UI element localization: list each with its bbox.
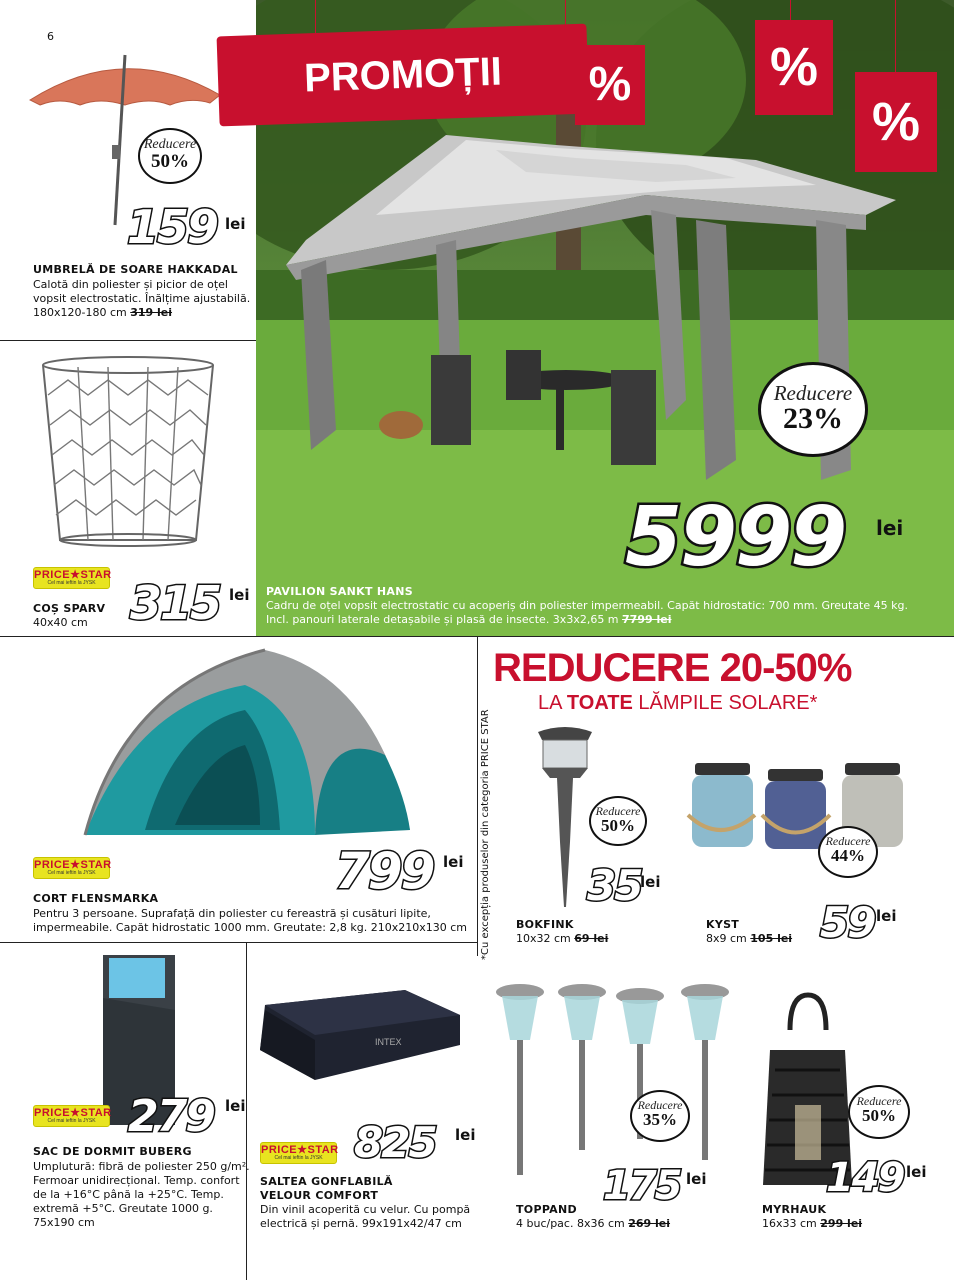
- product-name: PAVILION SANKT HANS: [266, 585, 413, 598]
- pricestar-badge: PRICE★STAR Cel mai ieftin la JYSK: [33, 857, 110, 879]
- product-name: CORT FLENSMARKA: [33, 892, 159, 905]
- product-name: UMBRELĂ DE SOARE HAKKADAL: [33, 263, 238, 276]
- basket-image: [38, 355, 218, 550]
- product-desc: 16x33 cm 299 lei: [762, 1217, 863, 1230]
- product-name: TOPPAND: [516, 1203, 577, 1216]
- divider: [0, 942, 477, 943]
- currency: lei: [640, 873, 661, 891]
- product-desc: Din vinil acoperită cu velur. Cu pompă electrică și pernă. 99x191x42/47 cm: [260, 1203, 471, 1230]
- price: 175: [603, 1163, 681, 1209]
- product-name: BOKFINK: [516, 918, 574, 931]
- solar-headline: REDUCERE 20-50%: [493, 646, 852, 690]
- currency: lei: [229, 586, 250, 604]
- price: 315: [130, 576, 221, 630]
- toppand-lamps-image: [490, 980, 740, 1180]
- price: 149: [826, 1155, 904, 1201]
- air-mattress-image: [255, 985, 465, 1095]
- discount-bubble: Reducere 35%: [630, 1090, 690, 1142]
- product-desc: Cadru de oțel vopsit electrostatic cu acoperiș din poliester impermeabil. Capăt hidrostatic: 700 mm. Greutate 45 kg. Incl. panouri laterale detașabile și plasă de insecte. 3x3x2,65 m 7799 lei: [266, 599, 908, 626]
- discount-bubble: Reducere 44%: [818, 826, 878, 878]
- mattress-brand: INTEX: [375, 1037, 402, 1047]
- discount-bubble: Reducere 50%: [138, 128, 202, 184]
- currency: lei: [225, 1097, 246, 1115]
- product-name: MYRHAUK: [762, 1203, 827, 1216]
- product-name: SAC DE DORMIT BUBERG: [33, 1145, 192, 1158]
- pricestar-badge: PRICE★STAR Cel mai ieftin la JYSK: [33, 567, 110, 589]
- divider: [477, 636, 478, 956]
- tag-string: [790, 0, 791, 22]
- product-desc: Calotă din poliester și picior de oțel vopsit electrostatic. Înălțime ajustabilă. 180x120-180 cm 319 lei: [33, 278, 251, 319]
- price: 35: [587, 861, 642, 910]
- discount-bubble: Reducere 23%: [758, 362, 868, 457]
- price: 279: [128, 1091, 214, 1142]
- price: 159: [127, 200, 218, 254]
- price: 5999: [625, 490, 846, 585]
- currency: lei: [455, 1126, 476, 1144]
- currency: lei: [225, 215, 246, 233]
- percent-tag: %: [855, 72, 937, 172]
- price: 59: [820, 898, 875, 947]
- product-desc: 40x40 cm: [33, 616, 88, 629]
- product-desc: 10x32 cm 69 lei: [516, 932, 609, 945]
- currency: lei: [876, 516, 904, 540]
- promo-banner: PROMOȚII: [217, 24, 590, 127]
- page-number: 6: [47, 30, 54, 43]
- product-desc: Umplutură: fibră de poliester 250 g/m². Fermoar unidirecțional. Temp. confort de la +16°C până la +25°C. Temp. extremă +5°C. Greutate 1000 g. 75x190 cm: [33, 1160, 250, 1229]
- percent-tag: %: [755, 20, 833, 115]
- pricestar-badge: PRICE★STAR Cel mai ieftin la JYSK: [33, 1105, 110, 1127]
- product-desc: Pentru 3 persoane. Suprafață din poliester cu fereastră și cusături lipite, impermeabile. Capăt hidrostatic 1000 mm. Greutate: 2,8 kg. 210x210x130 cm: [33, 907, 468, 934]
- discount-bubble: Reducere 50%: [589, 796, 647, 846]
- solar-subheadline: LA TOATE LĂMPILE SOLARE*: [538, 692, 818, 714]
- currency: lei: [876, 907, 897, 925]
- product-name: COȘ SPARV: [33, 602, 106, 615]
- divider: [0, 340, 256, 341]
- currency: lei: [686, 1170, 707, 1188]
- pricestar-badge: PRICE★STAR Cel mai ieftin la JYSK: [260, 1142, 337, 1164]
- discount-bubble: Reducere 50%: [848, 1085, 910, 1139]
- product-name: KYST: [706, 918, 740, 931]
- currency: lei: [443, 853, 464, 871]
- footnote: *Cu excepția produselor din categoria PRICE STAR: [480, 709, 491, 960]
- percent-tag: %: [575, 45, 645, 125]
- currency: lei: [906, 1163, 927, 1181]
- price: 825: [354, 1118, 436, 1167]
- product-name: SALTEA GONFLABILĂ VELOUR COMFORT: [260, 1175, 393, 1202]
- price: 799: [335, 842, 434, 900]
- product-desc: 4 buc/pac. 8x36 cm 269 lei: [516, 1217, 671, 1230]
- kyst-lanterns-image: [680, 755, 930, 855]
- product-desc: 8x9 cm 105 lei: [706, 932, 793, 945]
- tent-image: [65, 645, 425, 845]
- tag-string: [895, 0, 896, 75]
